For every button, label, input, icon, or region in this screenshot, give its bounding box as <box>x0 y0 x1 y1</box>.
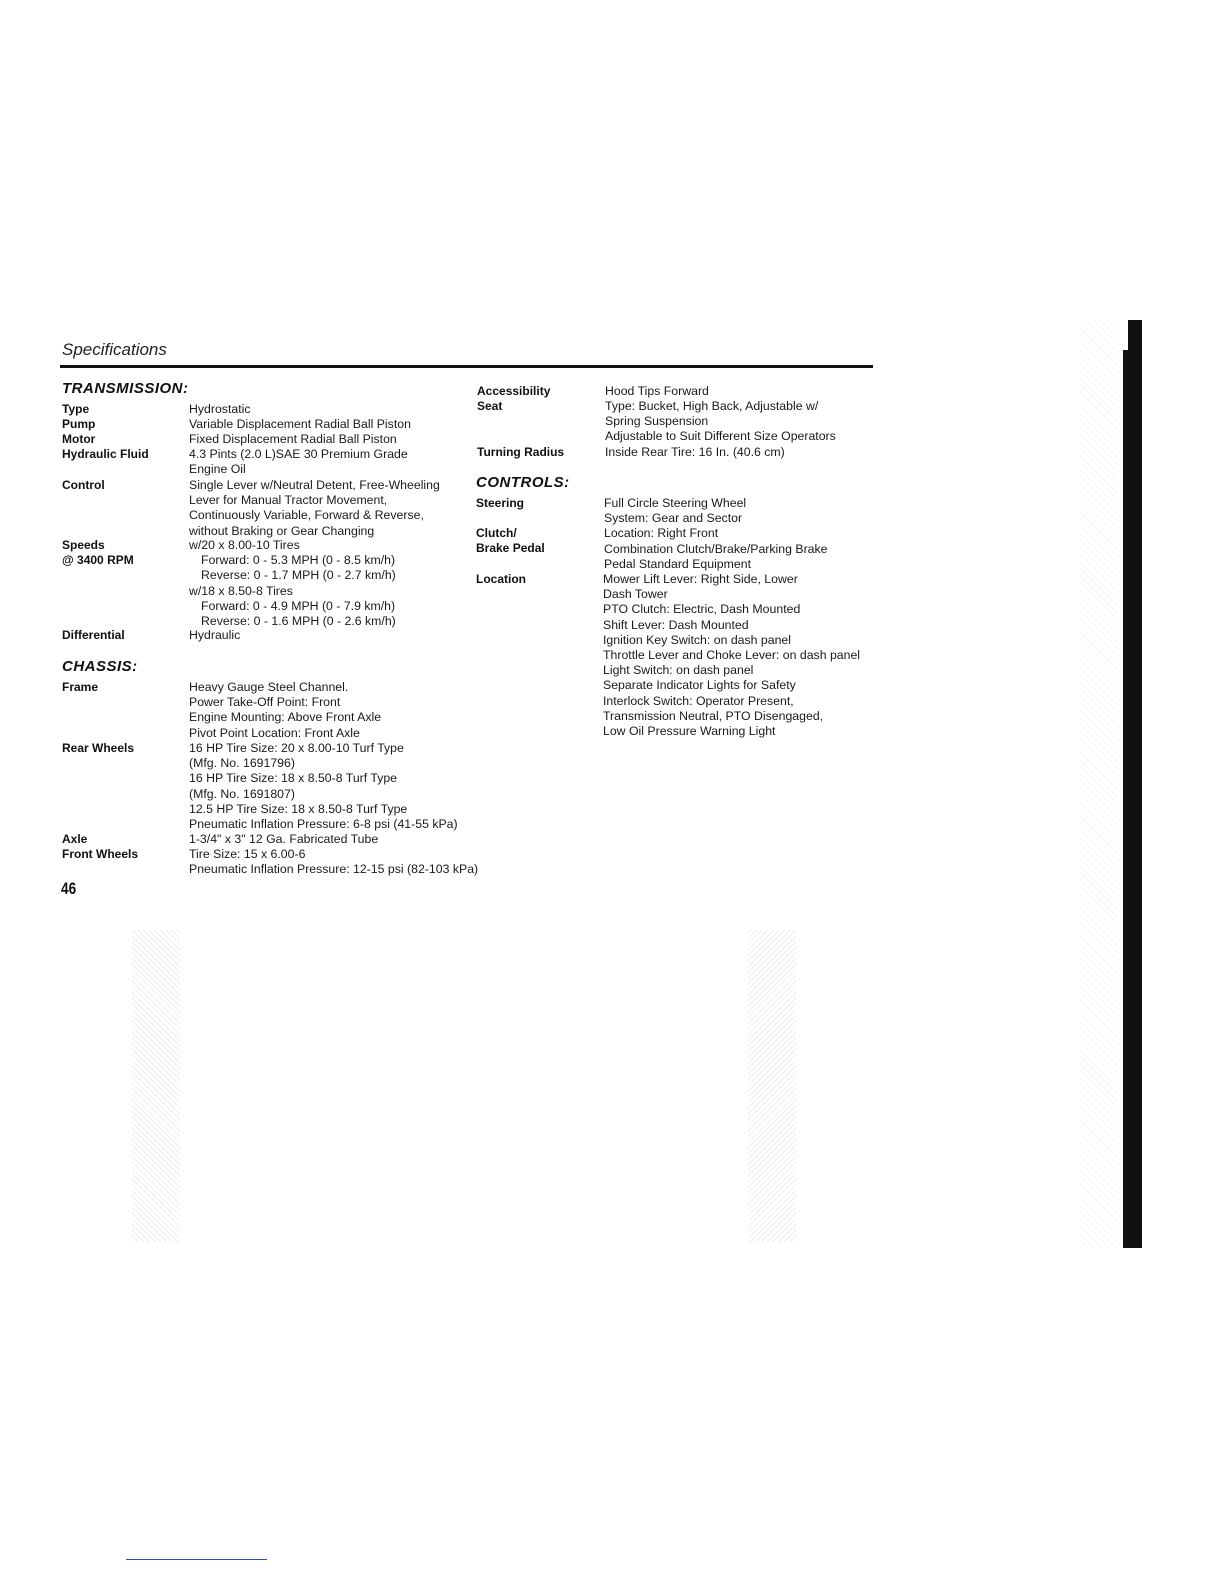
spec-label-clutch-brake: Clutch/ Brake Pedal <box>476 526 545 556</box>
spec-value-motor: Fixed Displacement Radial Ball Piston <box>189 432 397 446</box>
spec-label-type: Type <box>62 402 90 416</box>
spec-label-pump: Pump <box>62 417 96 431</box>
spec-label-frame: Frame <box>62 680 99 694</box>
section-heading-transmission: TRANSMISSION: <box>62 380 189 397</box>
spec-label-differential: Differential <box>62 628 125 642</box>
spec-label-seat: Seat <box>477 399 503 413</box>
spec-value-seat: Type: Bucket, High Back, Adjustable w/ Spring Suspension Adjustable to Suit Different Size Operators <box>605 399 836 444</box>
spec-label-turning-radius: Turning Radius <box>477 445 565 459</box>
spec-value-accessibility: Hood Tips Forward <box>605 384 709 398</box>
bottom-rule <box>126 1559 267 1560</box>
spec-value-speeds: w/20 x 8.00-10 Tires Forward: 0 - 5.3 MPH (0 - 8.5 km/h) Reverse: 0 - 1.7 MPH (0 - 2.7 km/h) w/18 x 8.50-8 Tires Forward: 0 - 4.9 MPH (0 - 7.9 km/h) Reverse: 0 - 1.6 MPH (0 - 2.6 km/h) <box>189 538 396 629</box>
page-number: 46 <box>61 879 77 898</box>
spec-label-motor: Motor <box>62 432 96 446</box>
scan-speckle <box>748 930 796 1242</box>
spec-value-rear-wheels: 16 HP Tire Size: 20 x 8.00-10 Turf Type (Mfg. No. 1691796) 16 HP Tire Size: 18 x 8.50-8 Turf Type (Mfg. No. 1691807) 12.5 HP Tire Size: 18 x 8.50-8 Turf Type Pneumatic Inflation Pressure: 6-8 psi (41-55 kPa) <box>189 741 458 832</box>
scan-speckle <box>132 930 180 1242</box>
spec-label-front-wheels: Front Wheels <box>62 847 139 861</box>
spec-value-turning-radius: Inside Rear Tire: 16 In. (40.6 cm) <box>605 445 785 459</box>
spec-value-control: Single Lever w/Neutral Detent, Free-Wheeling Lever for Manual Tractor Movement, Continuously Variable, Forward & Reverse, without Braking or Gear Changing <box>189 478 440 538</box>
spec-value-axle: 1-3/4" x 3" 12 Ga. Fabricated Tube <box>189 832 379 846</box>
spec-value-type: Hydrostatic <box>189 402 251 416</box>
spec-label-hydraulic-fluid: Hydraulic Fluid <box>62 447 149 461</box>
spec-value-pump: Variable Displacement Radial Ball Piston <box>189 417 411 431</box>
spec-value-front-wheels: Tire Size: 15 x 6.00-6 Pneumatic Inflation Pressure: 12-15 psi (82-103 kPa) <box>189 847 479 877</box>
section-heading-chassis: CHASSIS: <box>62 658 138 675</box>
page-title: Specifications <box>62 340 167 359</box>
spec-value-differential: Hydraulic <box>189 628 241 642</box>
spec-value-clutch-brake: Combination Clutch/Brake/Parking Brake Pedal Standard Equipment <box>604 542 828 572</box>
spec-value-frame: Heavy Gauge Steel Channel. Power Take-Off Point: Front Engine Mounting: Above Front Axle Pivot Point Location: Front Axle <box>189 680 382 740</box>
spec-label-location: Location <box>476 572 526 586</box>
spec-label-speeds: Speeds @ 3400 RPM <box>62 538 134 568</box>
spec-value-location: Mower Lift Lever: Right Side, Lower Dash Tower PTO Clutch: Electric, Dash Mounted Shift Lever: Dash Mounted Ignition Key Switch: on dash panel Throttle Lever and Choke Lever: on dash panel Light Switch: on dash panel Separate Indicator Lights for Safety Interlock Switch: Operator Present, Transmission Neutral, PTO Disengaged, Low Oil Pressure Warning Light <box>603 572 861 739</box>
page-edge-notch <box>1121 320 1128 350</box>
spec-label-axle: Axle <box>62 832 88 846</box>
page-edge-bar <box>1123 320 1142 1248</box>
spec-label-rear-wheels: Rear Wheels <box>62 741 135 755</box>
title-rule <box>60 365 873 368</box>
section-heading-controls: CONTROLS: <box>476 474 570 491</box>
scan-speckle <box>1080 320 1118 1248</box>
spec-label-control: Control <box>62 478 105 492</box>
spec-value-hydraulic-fluid: 4.3 Pints (2.0 L)SAE 30 Premium Grade Engine Oil <box>189 447 408 477</box>
spec-label-accessibility: Accessibility <box>477 384 551 398</box>
spec-value-steering: Full Circle Steering Wheel System: Gear and Sector Location: Right Front <box>604 496 747 541</box>
spec-label-steering: Steering <box>476 496 525 510</box>
